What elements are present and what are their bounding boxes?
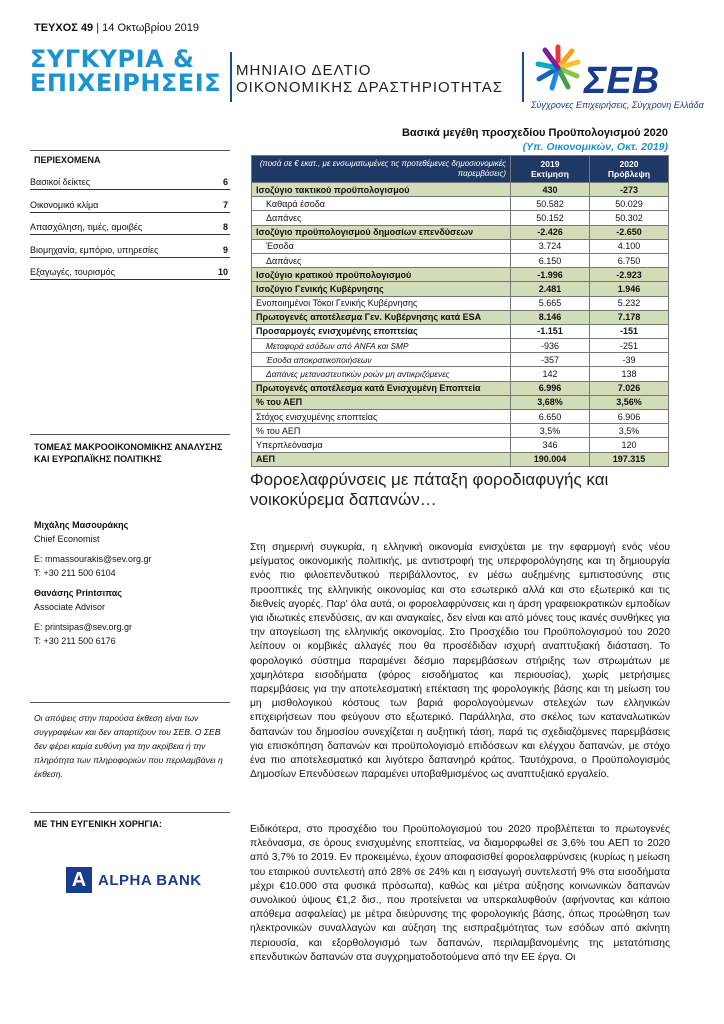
issue-label: ΤΕΥΧΟΣ 49 [34, 22, 94, 34]
table-row [252, 395, 669, 409]
row-label: Πρωτογενές αποτέλεσμα κατά Ενισχυμένη Εποπτεία [252, 381, 511, 395]
article-paragraph-1: Στη σημερινή συγκυρία, η ελληνική οικονομία ενισχύεται με την εφαρμογή ενός νέου μείγματος οικονομικής πολιτικής, με αντιστροφή της υπερφορολόγησης και τη δημιουργία ενός πιο φιλοεπενδυτικού περιβάλλοντος, εν μέσω αυξημένης εμπιστοσύνης στις προοπτικές της ελληνικής οικονομίας και στο εσωτερικό αλλά και στο εξωτερικό και τις διεθνείς αγορές. Παρ' όλα αυτά, οι φοροελαφρύνσεις και η άρση γραφειοκρατικών εμποδίων για ιδιωτικές επενδύσεις, αν και αναγκαίες, δεν είναι και από μόνες τους ικανές συνθήκες για την απογείωση της ελληνικής οικονομίας. Στο Προσχέδιο του Προϋπολογισμού του 2020 λείπουν οι κομβικές αλλαγές που θα προσέδιδαν ισχυρή αναπτυξιακή διάσταση. Το φορολογικό σύστημα παραμένει δέσμιο παρεμβάσεων στήριξης των στρωμάτων με χαμηλότερα εισοδήματα (φόρος εισοδήματος και περιουσίας), χωρίς μετρήσιμες παρεμβάσεις για την αποτελεσματική επέκταση της φορολογικής βάσης και τη μείωση του μη μισθολογικού κόστους των βαριά φορολογούμενων στελεχών των ελληνικών επιχειρήσεων που φεύγουν στο εξωτερικό. Παράλληλα, στο σκέλος των καταναλωτικών δαπανών του δημοσίου συνεχίζεται η αυξητική τάση, παρά τις σχεδιαζόμενες παρεμβάσεις για επισκόπηση δαπανών και προϋπολογισμό επιδόσεων και ελέγχου δαπανών, με στόχο ένα πιο αποτελεσματικό και λιγότερο δαπανηρό κράτος. Ταυτόχρονα, ο Προϋπολογισμός Δημοσίων Επενδύσεων παραμένει υποβαθμισμένος ως αναπτυξιακό εργαλείο. [250, 542, 670, 781]
issue-date: | 14 Οκτωβρίου 2019 [96, 22, 199, 34]
table-title: Βασικά μεγέθη προσχεδίου Προϋπολογισμού 2020 [401, 127, 668, 139]
value-2019: 5.665 [511, 296, 590, 310]
row-label: % του ΑΕΠ [252, 424, 511, 438]
alpha-bank-logo [66, 867, 202, 893]
contact-phone: T: +30 211 500 6104 [34, 568, 116, 578]
contact-phone: T: +30 211 500 6176 [34, 636, 116, 646]
contact-name: Θανάσης Printσιπας [34, 588, 122, 598]
sector-heading: ΤΟΜΕΑΣ ΜΑΚΡΟΟΙΚΟΝΟΜΙΚΗΣ ΑΝΑΛΥΣΗΣ ΚΑΙ ΕΥΡΩΠΑΪΚΗΣ ΠΟΛΙΤΙΚΗΣ [34, 442, 223, 464]
col-2020-header: 2020 Πρόβλεψη [590, 156, 669, 183]
table-row [252, 197, 669, 211]
table-row [252, 296, 669, 310]
table-row [252, 282, 669, 296]
toc-heading: ΠΕΡΙΕΧΟΜΕΝΑ [34, 155, 101, 165]
sponsor-label: ΜΕ ΤΗΝ ΕΥΓΕΝΙΚΗ ΧΟΡΗΓΙΑ: [34, 819, 162, 829]
header-divider [230, 52, 232, 102]
table-row [252, 452, 669, 466]
table-row [252, 183, 669, 197]
monthly-line-1: ΜΗΝΙΑΙΟ ΔΕΛΤΙΟ [236, 62, 372, 79]
value-2020: -251 [590, 339, 669, 353]
toc-item[interactable]: Εξαγωγές, τουρισμός 10 [30, 262, 230, 280]
sev-tagline: Σύγχρονες Επιχειρήσεις, Σύγχρονη Ελλάδα [531, 100, 704, 110]
article-paragraph-2: Ειδικότερα, στο προσχέδιο του Προϋπολογισμού του 2020 προβλέπεται το πρωτογενές πλεόνασμα, σε όρους ενισχυμένης εποπτείας, να διαμορφωθεί σε 3,6% του ΑΕΠ το 2020 από 3,7% το 2019. Εν προκειμένω, έχουν αποφασισθεί φοροελαφρύνσεις (κυρίως η μείωση του εταιρικού συντελεστή από 28% σε 24% και η εισαγωγή συντελεστή 9% στα εισοδήματα μέχρι €10.000 στα φυσικά πρόσωπα), καθώς και μέτρα αύξησης κοινωνικών δαπανών συνολικού ύψους €1,2 δισ., που προτείνεται να υπερκαλυφθούν (αφήνοντας και κάποιο απόθεμα ασφαλείας) με μέτρα διεύρυνσης της φορολογικής βάσης, όπως προώθηση των ηλεκτρονικών συναλλαγών και αύξηση της εισπραξιμότητας των εσόδων από ακίνητη περιουσία, και εξορθολογισμό των δαπανών, περιλαμβανομένης της μετατόπισης επενδυτικών δαπανών στα συγχρηματοδοτούμενα από την ΕΕ έργα. Οι [250, 824, 670, 963]
table-row [252, 339, 669, 353]
value-2019: -936 [511, 339, 590, 353]
row-label: Πρωτογενές αποτέλεσμα Γεν. Κυβέρνησης κατά ESA [252, 310, 511, 324]
contact-role: Associate Advisor [34, 602, 106, 612]
value-2020: 6.750 [590, 253, 669, 267]
value-2020: 7.026 [590, 381, 669, 395]
contact-block [34, 586, 132, 648]
row-label: % του ΑΕΠ [252, 395, 511, 409]
alpha-bank-name: ALPHA BANK [98, 871, 202, 889]
value-2020: -2.650 [590, 225, 669, 239]
row-label: Ισοζύγιο κρατικού προϋπολογισμού [252, 268, 511, 282]
value-2019: 3,5% [511, 424, 590, 438]
value-2020: -273 [590, 183, 669, 197]
alpha-bank-icon: A [66, 867, 92, 893]
value-2019: 430 [511, 183, 590, 197]
table-row [252, 367, 669, 381]
value-2019: -357 [511, 353, 590, 367]
issue-info [34, 22, 199, 34]
bulletin-brand [30, 47, 221, 95]
sector-rule [30, 434, 230, 435]
value-2020: 1.946 [590, 282, 669, 296]
table-row [252, 253, 669, 267]
value-2020: -39 [590, 353, 669, 367]
row-label: ΑΕΠ [252, 452, 511, 466]
sev-logo: ΣΕΒ [584, 60, 660, 102]
row-label: Δαπάνες [252, 253, 511, 267]
table-row [252, 353, 669, 367]
value-2019: 3,68% [511, 395, 590, 409]
article-headline: Φοροελαφρύνσεις με πάταξη φοροδιαφυγής και νοικοκύρεμα δαπανών… [250, 470, 609, 509]
sponsor-rule [30, 812, 230, 813]
row-label: Καθαρά έσοδα [252, 197, 511, 211]
value-2019: 8.146 [511, 310, 590, 324]
table-header-row [252, 156, 669, 183]
monthly-line-2: ΟΙΚΟΝΟΜΙΚΗΣ ΔΡΑΣΤΗΡΙΟΤΗΤΑΣ [236, 79, 504, 96]
value-2019: 50.582 [511, 197, 590, 211]
row-label: Δαπάνες [252, 211, 511, 225]
value-2020: 138 [590, 367, 669, 381]
value-2020: 50.029 [590, 197, 669, 211]
value-2019: 6.150 [511, 253, 590, 267]
value-2019: 190.004 [511, 452, 590, 466]
contact-email[interactable]: E: mmassourakis@sev.org.gr [34, 554, 152, 564]
contact-role: Chief Economist [34, 534, 100, 544]
value-2020: 197.315 [590, 452, 669, 466]
value-2020: 7.178 [590, 310, 669, 324]
value-2019: -2.426 [511, 225, 590, 239]
table-row [252, 424, 669, 438]
value-2019: 2.481 [511, 282, 590, 296]
value-2019: 3.724 [511, 239, 590, 253]
table-row [252, 268, 669, 282]
value-2019: 6.650 [511, 410, 590, 424]
sev-burst-icon [532, 42, 584, 94]
toc-item[interactable]: Απασχόληση, τιμές, αμοιβές 8 [30, 217, 230, 235]
row-label: Δαπάνες μεταναστευτικών ροών μη αντικριζόμενες [252, 367, 511, 381]
value-2019: 50.152 [511, 211, 590, 225]
value-2019: 346 [511, 438, 590, 452]
row-label: Έσοδα αποκρατικοποιήσεων [252, 353, 511, 367]
value-2020: 6.906 [590, 410, 669, 424]
contact-block [34, 518, 152, 580]
toc-item[interactable]: Βασικοί δείκτες 6 [30, 172, 230, 190]
table-header-note: (ποσά σε € εκατ., με ενσωματωμένες τις προτεθέμενες δημοσιονομικές παρεμβάσεις) [252, 156, 511, 183]
table-row [252, 381, 669, 395]
value-2019: -1.996 [511, 268, 590, 282]
row-label: Προσαρμογές ενισχυμένης εποπτείας [252, 324, 511, 338]
value-2020: 5.232 [590, 296, 669, 310]
row-label: Ισοζύγιο προϋπολογισμού δημοσίων επενδύσεων [252, 225, 511, 239]
table-row [252, 239, 669, 253]
value-2020: 50.302 [590, 211, 669, 225]
value-2020: 3,56% [590, 395, 669, 409]
row-label: Ενοποιημένοι Τόκοι Γενικής Κυβέρνησης [252, 296, 511, 310]
table-row [252, 211, 669, 225]
row-label: Στόχος ενισχυμένης εποπτείας [252, 410, 511, 424]
row-label: Μεταφορά εσόδων από ANFA και SMP [252, 339, 511, 353]
table-row [252, 310, 669, 324]
contact-name: Μιχάλης Μασουράκης [34, 520, 129, 530]
table-row [252, 410, 669, 424]
table-row [252, 438, 669, 452]
bulletin-subtitle [236, 62, 503, 96]
value-2020: 4.100 [590, 239, 669, 253]
value-2020: -2.923 [590, 268, 669, 282]
table-row [252, 225, 669, 239]
budget-table [251, 155, 669, 467]
row-label: Ισοζύγιο τακτικού προϋπολογισμού [252, 183, 511, 197]
disclaimer-rule [30, 702, 230, 703]
value-2020: 3,5% [590, 424, 669, 438]
brand-line-2: ΕΠΙΧΕΙΡΗΣΕΙΣ [30, 69, 222, 97]
value-2019: 142 [511, 367, 590, 381]
value-2019: 6.996 [511, 381, 590, 395]
value-2019: -1.151 [511, 324, 590, 338]
value-2020: -151 [590, 324, 669, 338]
value-2020: 120 [590, 438, 669, 452]
row-label: Ισοζύγιο Γενικής Κυβέρνησης [252, 282, 511, 296]
col-2019-header: 2019 Εκτίμηση [511, 156, 590, 183]
row-label: Έσοδα [252, 239, 511, 253]
toc-item[interactable]: Οικονομικό κλίμα 7 [30, 195, 230, 213]
toc-item[interactable]: Βιομηχανία, εμπόριο, υπηρεσίες 9 [30, 240, 230, 258]
table-source: (Υπ. Οικονομικών, Οκτ. 2019) [522, 141, 668, 153]
table-row [252, 324, 669, 338]
row-label: Υπερπλεόνασμα [252, 438, 511, 452]
toc-rule [30, 150, 230, 151]
contact-email[interactable]: E: printsipas@sev.org.gr [34, 622, 133, 632]
brand-line-1: ΣΥΓΚΥΡΙΑ & [30, 45, 195, 73]
disclaimer: Οι απόψεις στην παρούσα έκθεση είναι των συγγραφέων και δεν απαρτίζουν του ΣΕΒ. Ο ΣΕΒ δεν φέρει καμία ευθύνη για την ακρίβεια ή την πληρότητα των πληροφοριών που περιλαμβάνει η έκθεση. [34, 713, 223, 779]
logo-divider [522, 52, 524, 102]
